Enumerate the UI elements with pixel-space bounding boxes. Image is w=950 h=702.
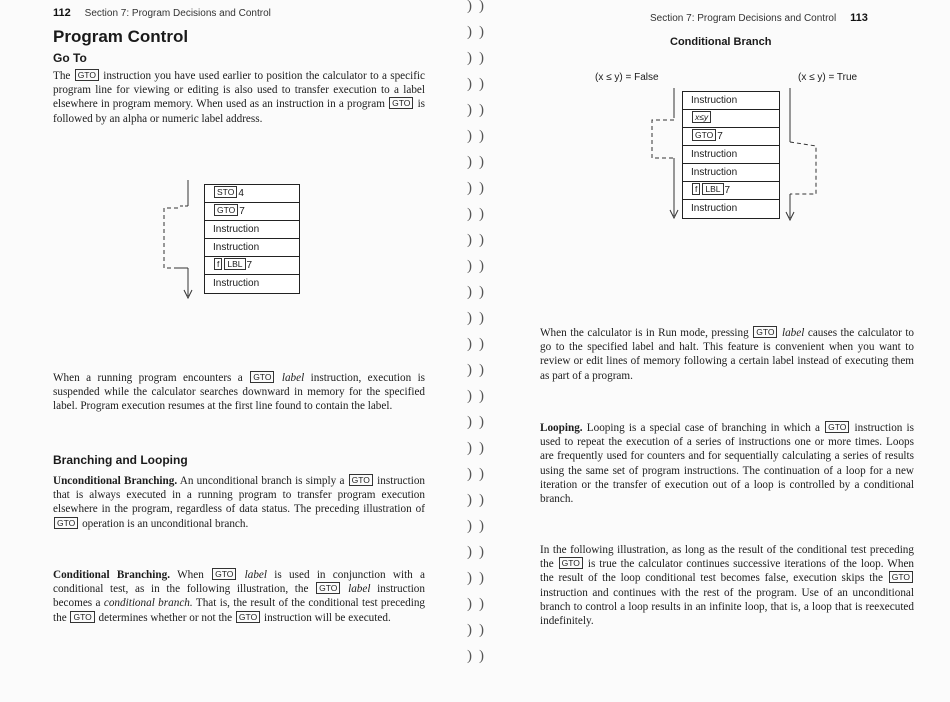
unconditional-paragraph: Unconditional Branching. An unconditional branch is simply a GTO instruction that is always executed in a running program to transfer program execution elsewhere in the program, regardless of data status. The preceding illustration of GTO operation is an unconditional branch. <box>53 475 426 530</box>
subhead-branching: Branching and Looping <box>53 453 188 467</box>
true-label: (x ≤ y) = True <box>798 72 858 83</box>
diagram-title: Conditional Branch <box>670 36 772 48</box>
subhead-goto: Go To <box>53 51 87 65</box>
flow-row: Instruction <box>213 278 260 289</box>
run-mode-paragraph: When the calculator is in Run mode, pressing GTO label causes the calculator to go to the specified label and halt. This feature is convenient when you want to review or edit lines of memory following a certain label instead of executing them as part of a program. <box>540 327 915 382</box>
flow-row: GTO 7 <box>683 128 779 146</box>
flow-row: f LBL 7 <box>683 182 779 200</box>
left-page <box>0 0 465 702</box>
right-page <box>488 0 950 702</box>
flow-row: Instruction <box>683 92 779 110</box>
gto-key: GTO <box>389 97 413 109</box>
right-page-number: 113 <box>850 12 868 24</box>
flow-row: GTO 7 <box>205 203 299 221</box>
goto-branch-arrow <box>150 178 210 303</box>
goto-flow-box <box>204 184 300 294</box>
gto-key: GTO <box>75 69 99 81</box>
flow-row: x≤y <box>683 110 779 128</box>
running-program-paragraph: When a running program encounters a GTO label instruction, execution is suspended while the calculator searches downward in memory for the specified label. Program execution resumes at the first line found to contain the label. <box>53 372 426 413</box>
left-page-number: 112 <box>53 7 71 19</box>
flow-row: Instruction <box>683 146 779 164</box>
right-running-head <box>650 12 868 24</box>
looping-paragraph: Looping. Looping is a special case of branching in which a GTO instruction is used to repeat the execution of a series of instructions one or more times. Loops are frequently used for counters and for sequentially calculating a series of results using the same set of program instructions. The continuation of a loop for a new iteration or the transfer of execution out of a loop is controlled by a conditional branch. <box>540 422 915 506</box>
conditional-flow-box <box>682 91 780 219</box>
book-gutter: ) ) ) ) ) ) ) ) ) ) ) ) ) ) ) ) ) ) ) ) ) ) ) ) ) ) ) ) ) ) ) ) ) ) ) ) ) ) ) ) ) ) ) ) ) ) ) ) ) ) ) ) <box>467 0 484 664</box>
false-label: (x ≤ y) = False <box>595 72 659 83</box>
conditional-paragraph: Conditional Branching. When GTO label is used in conjunction with a conditional test, as in the following illustration, the GTO label instruction becomes a conditional branch. That is, the result of the conditional test preceding the GTO determines whether or not the GTO instruction will be executed. <box>53 569 426 624</box>
left-section-title: Section 7: Program Decisions and Control <box>84 8 271 19</box>
following-illustration-paragraph: In the following illustration, as long as the result of the conditional test preceding the GTO is true the calculator continues successive iterations of the loop. When the result of the loop conditional test becomes false, execution skips the GTO instruction and continues with the rest of the program. Use of an unconditional branch to control a loop results in an infinite loop, that is, a loop that is reexecuted indefinitely. <box>540 544 915 628</box>
flow-row: Instruction <box>683 164 779 182</box>
flow-row: Instruction <box>205 239 299 257</box>
right-section-title: Section 7: Program Decisions and Control <box>650 13 837 24</box>
flow-row: Instruction <box>691 203 738 214</box>
goto-paragraph: The GTO instruction you have used earlier to position the calculator to a specific program line for viewing or editing is also used to transfer execution to a label elsewhere in program memory. When used as an instruction in a program GTO is followed by an alpha or numeric label address. <box>53 70 426 125</box>
left-running-head <box>53 7 271 19</box>
page-title: Program Control <box>53 27 189 46</box>
flow-row: f LBL 7 <box>205 257 299 275</box>
flow-row: Instruction <box>205 221 299 239</box>
flow-row: STO 4 <box>205 185 299 203</box>
